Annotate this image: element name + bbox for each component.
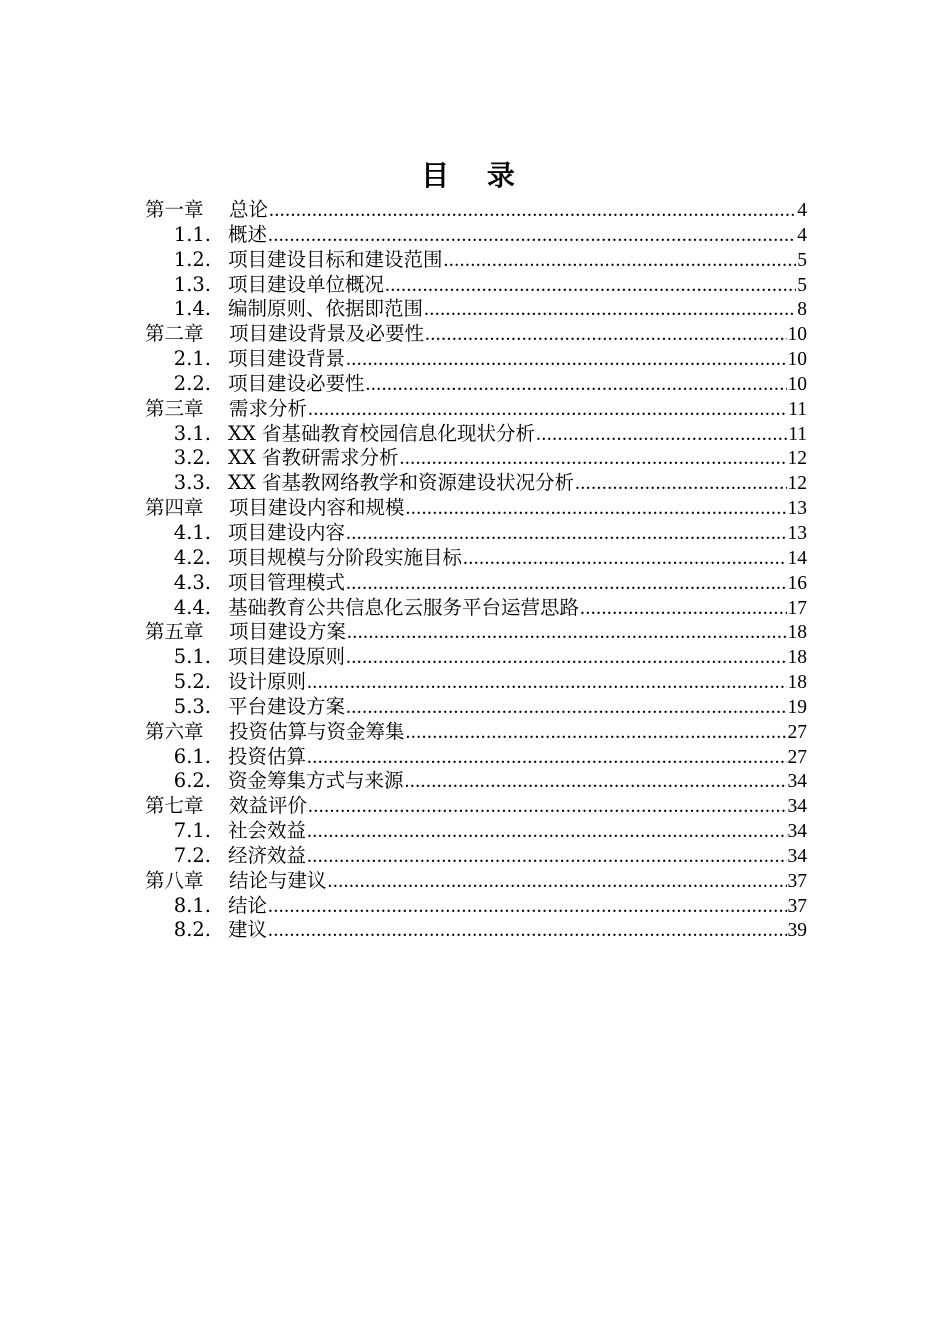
toc-entry-label: 项目建设目标和建设范围 xyxy=(228,247,443,271)
toc-entry-label: 设计原则 xyxy=(228,670,307,694)
toc-entry-number: 5.2. xyxy=(173,670,211,694)
toc-entry-number: 8.2. xyxy=(173,918,211,942)
toc-entry-number: 4.1. xyxy=(173,520,211,544)
toc-dot-leader xyxy=(308,795,786,820)
toc-entry-page-number: 12 xyxy=(787,473,807,495)
toc-entry[interactable] xyxy=(145,198,807,223)
toc-entry-page-number: 16 xyxy=(787,572,807,594)
toc-entry-number: 4.2. xyxy=(173,545,211,569)
toc-entry[interactable] xyxy=(145,844,807,869)
toc-entry-page-number: 34 xyxy=(787,771,807,793)
toc-entry-number: 2.2. xyxy=(173,371,211,395)
toc-entry-page-number: 14 xyxy=(787,547,807,569)
toc-dot-leader xyxy=(385,274,796,299)
toc-entry-number: 5.1. xyxy=(173,645,211,669)
toc-entry[interactable] xyxy=(145,769,807,794)
toc-entry-page-number: 27 xyxy=(787,721,807,743)
toc-entry[interactable] xyxy=(145,297,807,322)
toc-entry[interactable] xyxy=(145,596,807,621)
toc-entry-number: 3.1. xyxy=(173,421,211,445)
toc-entry-label: 投资估算与资金筹集 xyxy=(229,719,405,743)
toc-entry-label: XX 省基础教育校园信息化现状分析 xyxy=(228,421,535,445)
toc-entry-page-number: 34 xyxy=(787,796,807,818)
toc-entry-label: 项目规模与分阶段实施目标 xyxy=(228,545,463,569)
toc-dot-leader xyxy=(463,547,786,572)
toc-dot-leader xyxy=(269,199,796,224)
toc-entry-number: 1.1. xyxy=(173,222,211,246)
toc-entry-label: 建议 xyxy=(228,918,268,942)
toc-entry-page-number: 10 xyxy=(787,373,807,395)
toc-entry-label: 效益评价 xyxy=(229,794,308,818)
toc-entry-page-number: 34 xyxy=(787,845,807,867)
toc-entry-page-number: 13 xyxy=(787,498,807,520)
toc-entry-label: 需求分析 xyxy=(229,396,308,420)
toc-dot-leader xyxy=(536,423,787,448)
toc-entry-label: 项目建设背景及必要性 xyxy=(229,322,425,346)
toc-entry[interactable] xyxy=(145,695,807,720)
toc-entry-label: 项目建设必要性 xyxy=(228,371,365,395)
toc-dot-leader xyxy=(406,721,787,746)
toc-dot-leader xyxy=(268,919,786,944)
toc-entry[interactable] xyxy=(145,471,807,496)
toc-entry-number: 第三章 xyxy=(145,396,204,420)
toc-entry-number: 3.3. xyxy=(173,471,211,495)
toc-dot-leader xyxy=(346,646,786,671)
toc-entry-number: 5.3. xyxy=(173,694,211,718)
toc-entry[interactable] xyxy=(145,571,807,596)
toc-entry[interactable] xyxy=(145,347,807,372)
toc-entry[interactable] xyxy=(145,322,807,347)
toc-dot-leader xyxy=(575,472,787,497)
toc-entry-number: 8.1. xyxy=(173,893,211,917)
toc-entry-number: 第四章 xyxy=(145,496,204,520)
toc-entry[interactable] xyxy=(145,894,807,919)
toc-entry-number: 第二章 xyxy=(145,322,204,346)
toc-dot-leader xyxy=(328,870,787,895)
toc-entry-page-number: 37 xyxy=(787,870,807,892)
toc-entry-number: 1.4. xyxy=(173,297,211,321)
toc-entry-page-number: 18 xyxy=(787,672,807,694)
toc-dot-leader xyxy=(366,373,787,398)
toc-entry-number: 6.2. xyxy=(173,769,211,793)
toc-dot-leader xyxy=(580,597,786,622)
toc-entry-number: 第六章 xyxy=(145,719,204,743)
toc-entry-page-number: 8 xyxy=(797,299,807,321)
toc-dot-leader xyxy=(346,696,786,721)
table-of-contents xyxy=(145,198,807,943)
toc-entry-page-number: 18 xyxy=(787,647,807,669)
toc-entry-label: XX 省基教网络教学和资源建设状况分析 xyxy=(228,471,574,495)
toc-entry-label: 经济效益 xyxy=(228,843,307,867)
toc-entry-label: 项目管理模式 xyxy=(228,570,346,594)
toc-entry-number: 第五章 xyxy=(145,620,204,644)
toc-entry-label: 项目建设背景 xyxy=(228,347,346,371)
toc-entry-number: 第七章 xyxy=(145,794,204,818)
toc-entry[interactable] xyxy=(145,248,807,273)
toc-entry[interactable] xyxy=(145,546,807,571)
toc-entry-page-number: 13 xyxy=(787,522,807,544)
toc-dot-leader xyxy=(347,621,786,646)
toc-entry-page-number: 19 xyxy=(787,696,807,718)
toc-entry-label: 结论 xyxy=(228,893,268,917)
toc-entry-number: 7.1. xyxy=(173,819,211,843)
toc-dot-leader xyxy=(405,770,787,795)
toc-dot-leader xyxy=(346,522,786,547)
toc-entry-page-number: 37 xyxy=(787,895,807,917)
toc-entry-label: 项目建设原则 xyxy=(228,645,346,669)
toc-entry[interactable] xyxy=(145,422,807,447)
toc-entry-number: 4.3. xyxy=(173,570,211,594)
toc-entry-number: 2.1. xyxy=(173,347,211,371)
toc-entry-page-number: 27 xyxy=(787,746,807,768)
toc-entry-label: 投资估算 xyxy=(228,744,307,768)
toc-entry-page-number: 10 xyxy=(787,324,807,346)
toc-dot-leader xyxy=(307,845,786,870)
toc-dot-leader xyxy=(308,398,787,423)
toc-entry-label: 结论与建议 xyxy=(229,868,327,892)
toc-title: 目 录 xyxy=(421,159,529,192)
toc-entry-label: 概述 xyxy=(228,222,268,246)
toc-dot-leader xyxy=(268,224,796,249)
toc-entry-number: 第一章 xyxy=(145,198,204,221)
toc-entry[interactable] xyxy=(145,446,807,471)
toc-entry-label: 项目建设单位概况 xyxy=(228,272,385,296)
toc-entry-label: 总论 xyxy=(229,198,269,221)
toc-entry[interactable] xyxy=(145,521,807,546)
toc-entry-label: 编制原则、依据即范围 xyxy=(228,297,424,321)
toc-entry[interactable] xyxy=(145,372,807,397)
toc-dot-leader xyxy=(399,447,786,472)
toc-entry[interactable] xyxy=(145,918,807,943)
toc-entry-page-number: 11 xyxy=(788,423,807,445)
toc-entry-number: 3.2. xyxy=(173,446,211,470)
toc-entry-number: 4.4. xyxy=(173,595,211,619)
toc-entry-page-number: 4 xyxy=(797,224,807,246)
toc-entry-label: 平台建设方案 xyxy=(228,694,346,718)
toc-entry[interactable] xyxy=(145,496,807,521)
toc-entry-page-number: 12 xyxy=(787,448,807,470)
toc-entry-number: 1.2. xyxy=(173,247,211,271)
toc-entry-label: XX 省教研需求分析 xyxy=(228,446,399,470)
toc-entry-page-number: 11 xyxy=(788,398,807,420)
toc-entry-label: 项目建设方案 xyxy=(229,620,347,644)
toc-dot-leader xyxy=(424,298,796,323)
toc-entry-number: 第八章 xyxy=(145,868,204,892)
toc-entry-label: 项目建设内容和规模 xyxy=(229,496,405,520)
toc-dot-leader xyxy=(307,671,786,696)
toc-entry[interactable] xyxy=(145,223,807,248)
toc-entry-page-number: 34 xyxy=(787,821,807,843)
toc-entry-page-number: 17 xyxy=(787,597,807,619)
toc-entry-number: 6.1. xyxy=(173,744,211,768)
toc-entry-page-number: 4 xyxy=(797,200,807,221)
toc-entry-page-number: 18 xyxy=(787,622,807,644)
toc-dot-leader xyxy=(444,249,797,274)
toc-entry-page-number: 5 xyxy=(797,249,807,271)
toc-dot-leader xyxy=(307,746,786,771)
toc-dot-leader xyxy=(406,497,787,522)
toc-entry-page-number: 39 xyxy=(787,920,807,942)
toc-entry-page-number: 10 xyxy=(787,349,807,371)
toc-entry[interactable] xyxy=(145,397,807,422)
toc-entry-label: 社会效益 xyxy=(228,819,307,843)
toc-entry[interactable] xyxy=(145,620,807,645)
toc-dot-leader xyxy=(307,820,786,845)
toc-entry[interactable] xyxy=(145,869,807,894)
toc-entry[interactable] xyxy=(145,819,807,844)
toc-dot-leader xyxy=(346,348,786,373)
toc-entry[interactable] xyxy=(145,670,807,695)
toc-entry[interactable] xyxy=(145,273,807,298)
toc-entry[interactable] xyxy=(145,794,807,819)
toc-dot-leader xyxy=(425,323,786,348)
toc-entry-number: 1.3. xyxy=(173,272,211,296)
toc-entry-number: 7.2. xyxy=(173,843,211,867)
toc-entry[interactable] xyxy=(145,720,807,745)
toc-entry-label: 基础教育公共信息化云服务平台运营思路 xyxy=(228,595,580,619)
toc-dot-leader xyxy=(346,572,786,597)
toc-entry-label: 项目建设内容 xyxy=(228,520,346,544)
toc-entry[interactable] xyxy=(145,645,807,670)
toc-dot-leader xyxy=(268,895,786,920)
toc-entry[interactable] xyxy=(145,745,807,770)
toc-entry-label: 资金筹集方式与来源 xyxy=(228,769,404,793)
toc-entry-page-number: 5 xyxy=(797,274,807,296)
